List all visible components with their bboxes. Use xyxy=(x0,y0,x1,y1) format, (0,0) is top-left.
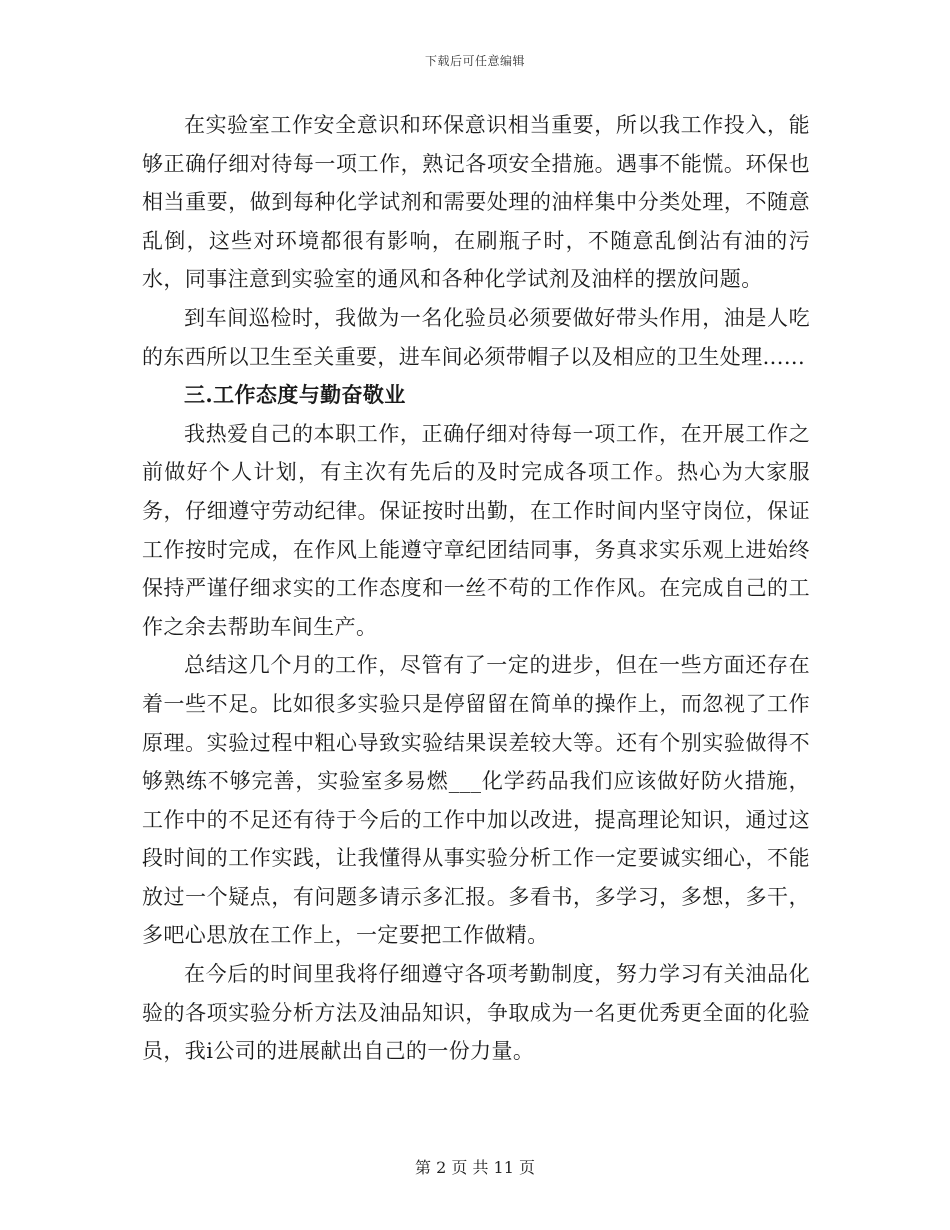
page-number: 第 2 页 共 11 页 xyxy=(415,1158,535,1177)
paragraph-lab-safety: 在实验室工作安全意识和环保意识相当重要，所以我工作投入，能够正确仔细对待每一项工作，熟记各项安全措施。遇事不能慌。环保也相当重要，做到每种化学试剂和需要处理的油样集中分类处理，不随意乱倒，这些对环境都很有影响，在刷瓶子时，不随意乱倒沾有油的污水，同事注意到实验室的通风和各种化学试剂及油样的摆放问题。 xyxy=(142,113,810,292)
document-body xyxy=(142,106,810,1071)
paragraph-work-attitude: 我热爱自己的本职工作，正确仔细对待每一项工作，在开展工作之前做好个人计划，有主次有先后的及时完成各项工作。热心为大家服务，仔细遵守劳动纪律。保证按时出勤，在工作时间内坚守岗位，保证工作按时完成，在作风上能遵守章纪团结同事，务真求实乐观上进始终保持严谨仔细求实的工作态度和一丝不苟的工作作风。在完成自己的工作之余去帮助车间生产。 xyxy=(142,421,810,639)
paragraph-future-plans: 在今后的时间里我将仔细遵守各项考勤制度，努力学习有关油品化验的各项实验分析方法及油品知识，争取成为一名更优秀更全面的化验员，我i公司的进展献出自己的一份力量。 xyxy=(142,962,810,1064)
page-header: 下载后可任意编辑 xyxy=(424,54,525,68)
paragraph-workshop-inspection: 到车间巡检时，我做为一名化验员必须要做好带头作用，油是人吃的东西所以卫生至关重要，进车间必须带帽子以及相应的卫生处理...... xyxy=(142,305,810,369)
paragraph-summary-shortcomings: 总结这几个月的工作，尽管有了一定的进步，但在一些方面还存在着一些不足。比如很多实验只是停留留在简单的操作上，而忽视了工作原理。实验过程中粗心导致实验结果误差较大等。还有个别实验做得不够熟练不够完善，实验室多易燃___化学药品我们应该做好防火措施，工作中的不足还有待于今后的工作中加以改进，提高理论知识，通过这段时间的工作实践，让我懂得从事实验分析工作一定要诚实细心，不能放过一个疑点，有问题多请示多汇报。多看书，多学习，多想，多干，多吧心思放在工作上，一定要把工作做精。 xyxy=(142,653,810,948)
section-heading-work-attitude: 三.工作态度与勤奋敬业 xyxy=(184,382,406,408)
